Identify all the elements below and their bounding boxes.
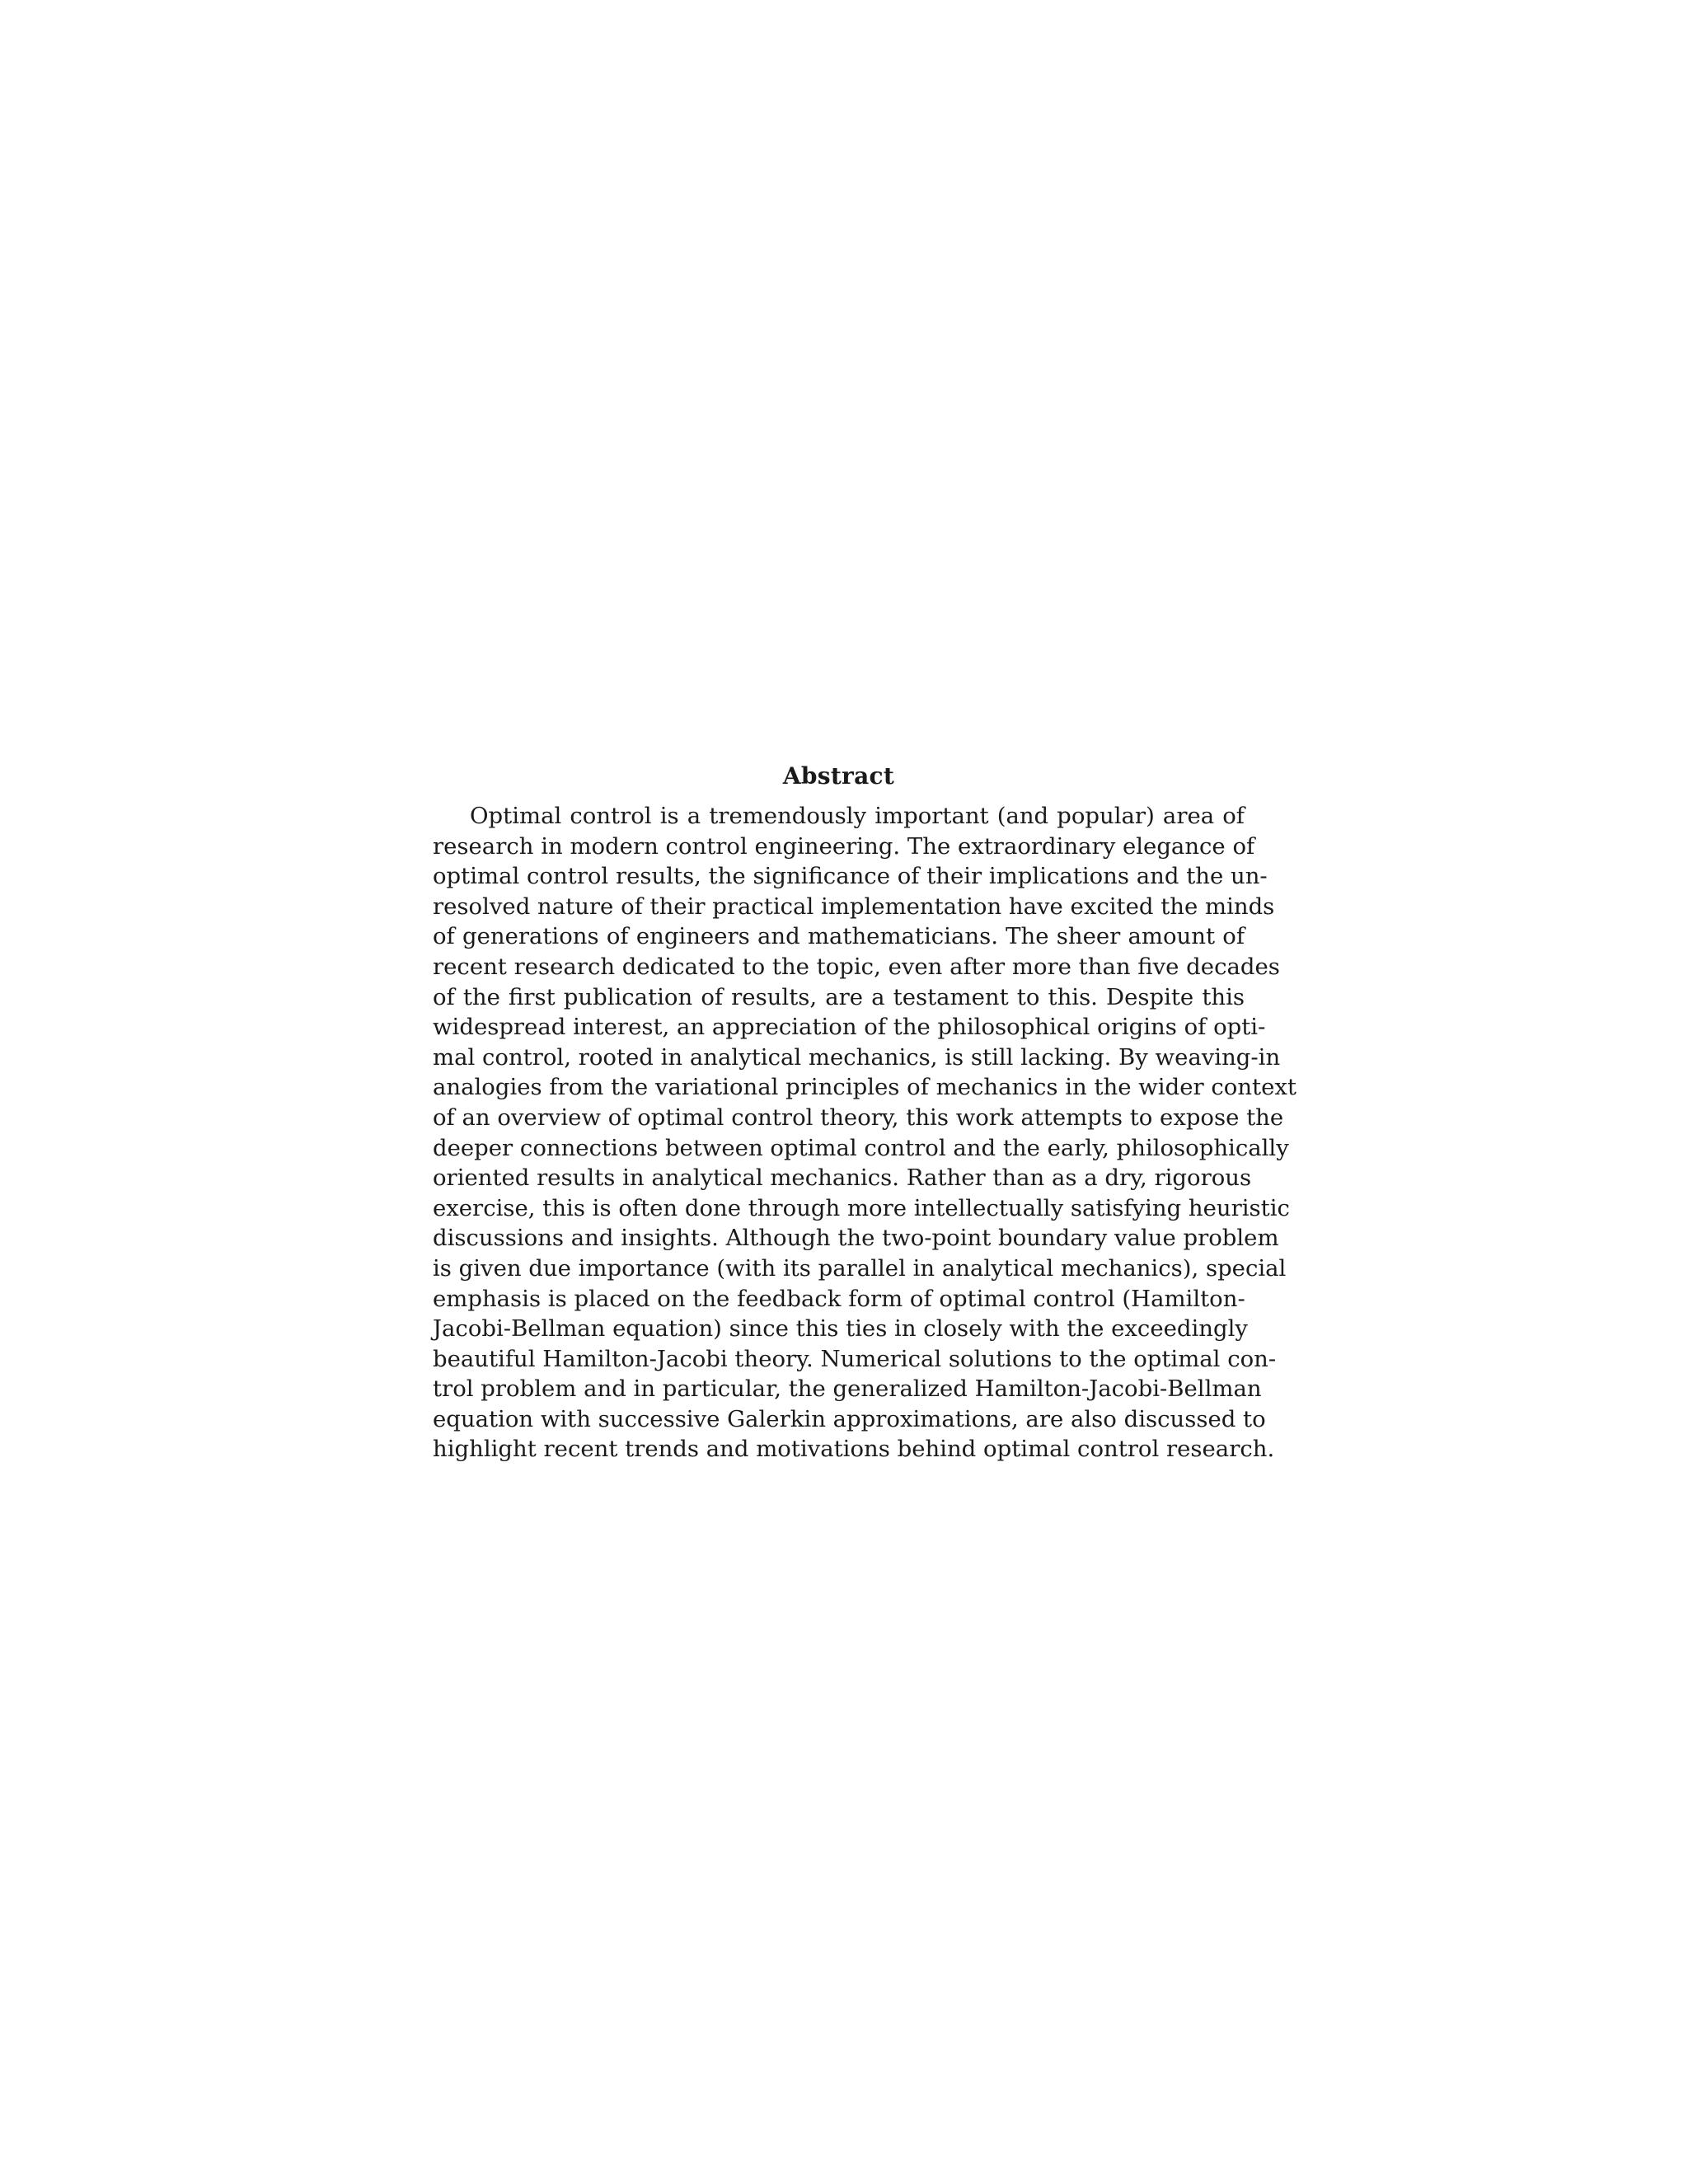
abstract-line: research in modern control engineering. The extraordinary elegance of (433, 832, 1255, 860)
abstract-line: oriented results in analytical mechanics. Rather than as a dry, rigorous (433, 1165, 1252, 1192)
abstract-line: deeper connections between optimal control and the early, philosophically (433, 1134, 1289, 1161)
abstract-line: trol problem and in particular, the generalized Hamilton-Jacobi-Bellman (433, 1376, 1262, 1403)
abstract-heading: Abstract (782, 762, 895, 790)
abstract-line: of an overview of optimal control theory, this work attempts to expose the (433, 1104, 1284, 1131)
abstract-line: optimal control results, the significance of their implications and the un- (433, 863, 1268, 890)
abstract-line: is given due importance (with its parallel in analytical mechanics), special (433, 1254, 1287, 1282)
abstract-line: emphasis is placed on the feedback form of optimal control (Hamilton- (433, 1285, 1245, 1312)
abstract-section (433, 762, 1296, 1465)
abstract-line: widespread interest, an appreciation of the philosophical origins of opti- (433, 1014, 1266, 1041)
abstract-line: exercise, this is often done through more intellectually satisfying heuristic (433, 1194, 1290, 1221)
abstract-line: Optimal control is a tremendously important (and popular) area of (470, 803, 1245, 829)
abstract-line: beautiful Hamilton-Jacobi theory. Numerical solutions to the optimal con- (433, 1345, 1277, 1372)
abstract-line: recent research dedicated to the topic, even after more than five decades (433, 953, 1280, 980)
abstract-line: mal control, rooted in analytical mechanics, is still lacking. By weaving-in (433, 1043, 1281, 1071)
abstract-body (433, 801, 1296, 1465)
abstract-line: analogies from the variational principles of mechanics in the wider context (433, 1074, 1296, 1101)
abstract-line: highlight recent trends and motivations behind optimal control research. (433, 1436, 1275, 1463)
abstract-line: of generations of engineers and mathematicians. The sheer amount of (433, 923, 1245, 950)
abstract-line: equation with successive Galerkin approximations, are also discussed to (433, 1405, 1266, 1432)
abstract-line: of the first publication of results, are a testament to this. Despite this (433, 983, 1245, 1010)
abstract-line: discussions and insights. Although the two-point boundary value problem (433, 1225, 1279, 1252)
abstract-line: resolved nature of their practical implementation have excited the minds (433, 893, 1275, 920)
abstract-line: Jacobi-Bellman equation) since this ties in closely with the exceedingly (433, 1315, 1248, 1343)
